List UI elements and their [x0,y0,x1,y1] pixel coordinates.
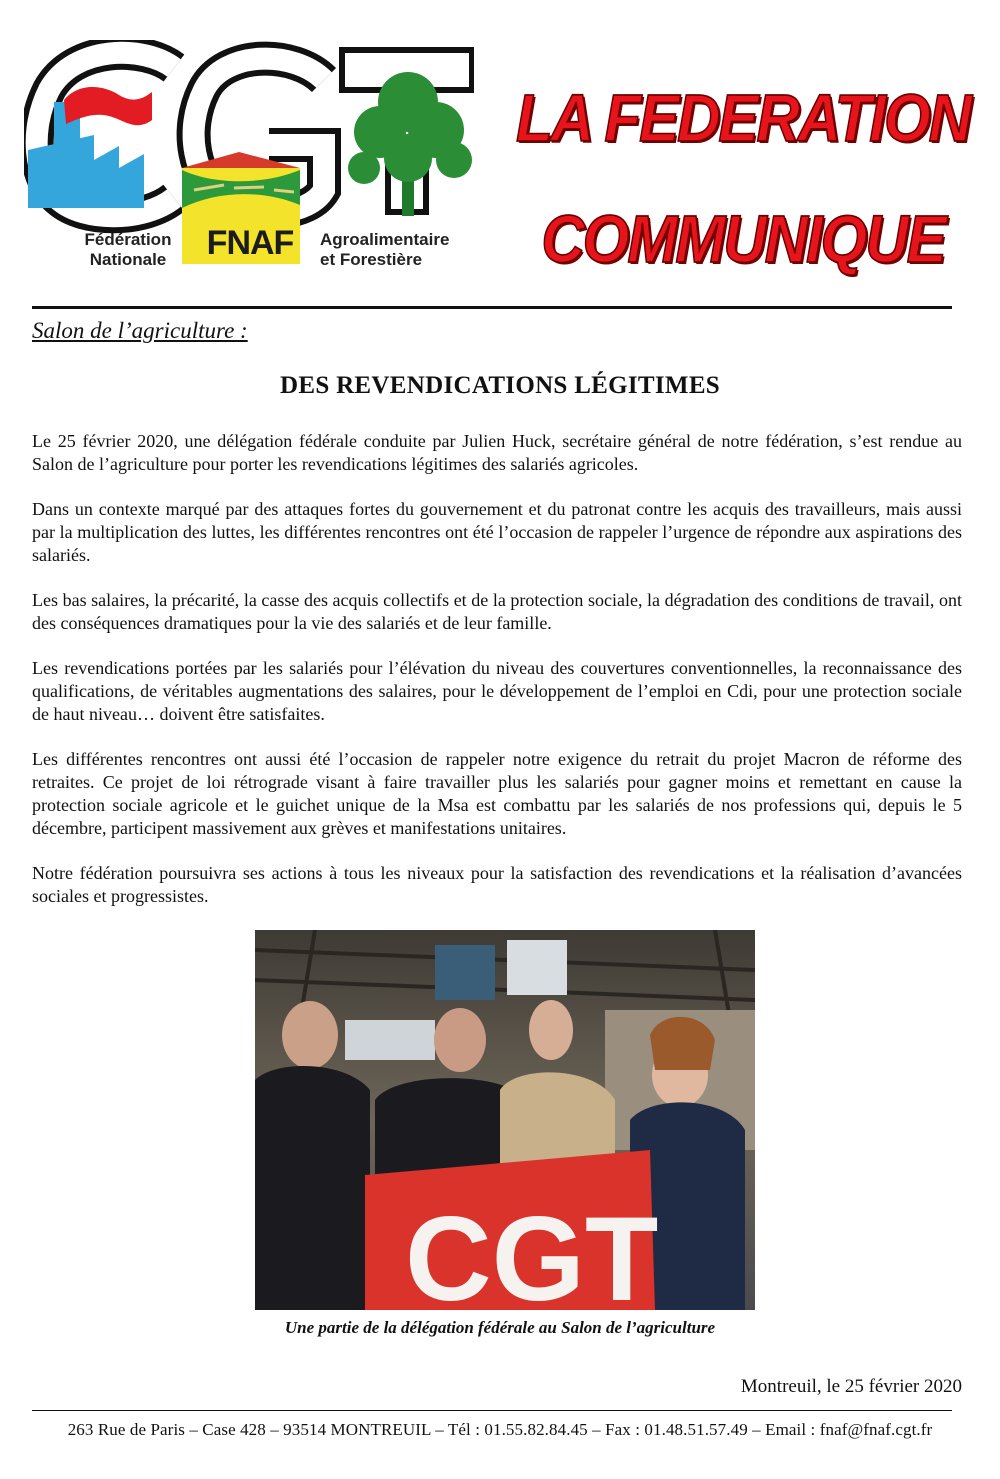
header-divider [32,306,952,309]
footer-address: 263 Rue de Paris – Case 428 – 93514 MONTREUIL – Tél : 01.55.82.84.45 – Fax : 01.48.51.57.49 – Email : fnaf@fnaf.cgt.fr [67,1420,933,1439]
footer-divider [32,1410,952,1411]
caption-line: Fédération [84,230,172,249]
paragraph: Dans un contexte marqué par des attaques fortes du gouvernement et du patronat contre les acquis des travailleurs, mais aussi par la multiplication des luttes, les différentes rencontres ont été l’occasion de rappeler l’urgence de répondre aux aspirations des salariés. [32,499,962,565]
caption-line: Nationale [89,250,167,269]
article-kicker: Salon de l’agriculture : [32,318,248,343]
title-line-1: LA FEDERATION [516,80,970,156]
photo-caption: Une partie de la délégation fédérale au Salon de l’agriculture [284,1318,716,1337]
paragraph: Les revendications portées par les salariés pour l’élévation du niveau des couvertures conventionnelles, la reconnaissance des qualifications, de véritables augmentations des salaires, pour le développement de l’emploi en Cdi, pour une protection sociale de haut niveau… doivent être satisfaites. [32,658,962,724]
logo-caption-left [68,230,188,270]
caption-line: Agroalimentaire [320,230,450,249]
signoff-date: Montreuil, le 25 février 2020 [740,1376,962,1397]
tree-icon [348,72,472,216]
logo-caption-right [320,230,480,270]
title-line-2: COMMUNIQUE [541,201,945,277]
paragraph: Les différentes rencontres ont aussi été l’occasion de rappeler notre exigence du retrait du projet Macron de réforme des retraites. Ce projet de loi rétrograde visant à faire travailler plus les salariés pour gagner moins et remettant en cause la protection sociale agricole et le guichet unique de la Msa est combattu par les salariés de nos professions qui, depuis le 5 décembre, participent massivement aux grèves et manifestations unitaires. [32,749,962,838]
paragraph: Notre fédération poursuivra ses actions à tous les niveaux pour la satisfaction des revendications et la réalisation d’avancées sociales et progressistes. [32,863,962,906]
caption-line: et Forestière [320,250,423,269]
paragraph: Les bas salaires, la précarité, la casse des acquis collectifs et de la protection sociale, la dégradation des conditions de travail, ont des conséquences dramatiques pour la vie des salariés et de leur famille. [32,590,962,633]
article-headline: DES REVENDICATIONS LÉGITIMES [280,372,720,399]
banner-text: CGT [405,1192,659,1310]
article-body [32,430,962,930]
communique-title [508,58,978,300]
cgt-fnaf-logo [24,40,474,275]
photo-illustration [255,930,755,1310]
fnaf-badge-text: FNAF [206,224,294,262]
paragraph: Le 25 février 2020, une délégation fédérale conduite par Julien Huck, secrétaire général de notre fédération, s’est rendue au Salon de l’agriculture pour porter les revendications légitimes des salariés agricoles. [32,431,962,474]
delegation-photo [255,930,755,1310]
